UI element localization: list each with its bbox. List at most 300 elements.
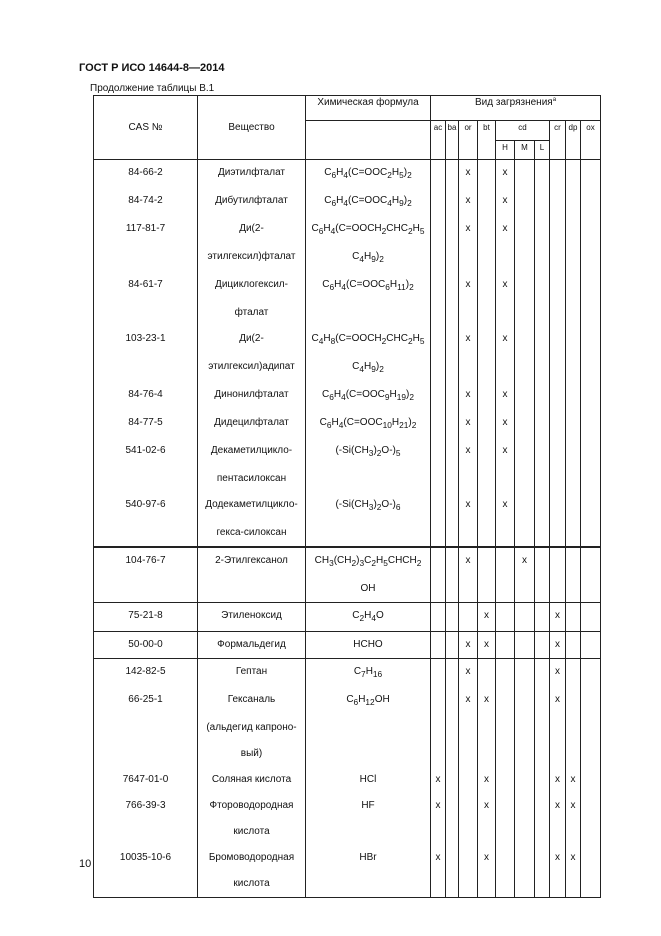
mark-cell-l (535, 160, 550, 189)
mark-cell-ac (431, 188, 446, 216)
mark-cell-dp (566, 216, 581, 244)
mark-cell-l (535, 741, 550, 767)
mark-cell-ba (446, 160, 459, 189)
mark-cell-or (459, 466, 478, 492)
mark-cell-l (535, 715, 550, 741)
mark-cell-h: x (496, 410, 515, 438)
mark-cell-or (459, 520, 478, 547)
substance-cell: Этиленоксид (198, 603, 306, 632)
mark-cell-bt (478, 819, 496, 845)
mark-cell-or (459, 603, 478, 632)
mark-cell-m (515, 819, 535, 845)
mark-cell-l (535, 845, 550, 871)
mark-cell-m (515, 466, 535, 492)
mark-cell-bt: x (478, 632, 496, 659)
mark-cell-l (535, 871, 550, 898)
mark-cell-h (496, 632, 515, 659)
mark-cell-m (515, 300, 535, 326)
header-contamination-label: Вид загрязнения (474, 97, 553, 108)
table-row (94, 382, 601, 410)
mark-cell-or (459, 715, 478, 741)
mark-cell-h (496, 466, 515, 492)
formula-cell: HF (306, 793, 431, 819)
mark-cell-or (459, 741, 478, 767)
formula-cell: $(-Si(CH_3)_2O-)_5$ (306, 438, 431, 466)
mark-cell-bt (478, 160, 496, 189)
formula-cell: $CH_3(CH_2)_3C_2H_5CHCH_2$ (306, 547, 431, 576)
table-row (94, 603, 601, 632)
formula-cell (306, 741, 431, 767)
cas-cell: 84-77-5 (94, 410, 198, 438)
header-col-ox: ox (581, 121, 601, 160)
substance-cell: 2-Этилгексанол (198, 547, 306, 576)
table-row (94, 492, 601, 520)
substance-cell: этилгексил)фталат (198, 244, 306, 272)
table-row (94, 188, 601, 216)
mark-cell-m (515, 410, 535, 438)
mark-cell-bt (478, 547, 496, 576)
substance-cell: кислота (198, 819, 306, 845)
mark-cell-h (496, 687, 515, 715)
table-row (94, 871, 601, 898)
mark-cell-dp (566, 632, 581, 659)
mark-cell-bt (478, 382, 496, 410)
mark-cell-h (496, 659, 515, 688)
formula-cell (306, 871, 431, 898)
mark-cell-cr (550, 300, 566, 326)
substance-cell: Ди(2- (198, 326, 306, 354)
mark-cell-h: x (496, 492, 515, 520)
mark-cell-ox (581, 466, 601, 492)
mark-cell-bt: x (478, 687, 496, 715)
mark-cell-bt (478, 272, 496, 300)
mark-cell-h (496, 793, 515, 819)
cas-cell (94, 466, 198, 492)
mark-cell-m (515, 492, 535, 520)
table-row (94, 160, 601, 189)
substance-cell: вый) (198, 741, 306, 767)
mark-cell-cr (550, 871, 566, 898)
mark-cell-cr: x (550, 603, 566, 632)
mark-cell-l (535, 659, 550, 688)
mark-cell-l (535, 188, 550, 216)
mark-cell-ox (581, 492, 601, 520)
mark-cell-or: x (459, 272, 478, 300)
mark-cell-dp (566, 603, 581, 632)
mark-cell-m (515, 188, 535, 216)
mark-cell-dp: x (566, 767, 581, 793)
mark-cell-l (535, 576, 550, 603)
header-col-cd: cd (496, 121, 550, 141)
mark-cell-ba (446, 576, 459, 603)
header-formula-blank (306, 121, 431, 160)
mark-cell-m (515, 845, 535, 871)
mark-cell-bt (478, 576, 496, 603)
mark-cell-ox (581, 659, 601, 688)
substance-cell: этилгексил)адипат (198, 354, 306, 382)
mark-cell-h (496, 819, 515, 845)
mark-cell-m (515, 576, 535, 603)
header-col-bt: bt (478, 121, 496, 160)
mark-cell-h (496, 520, 515, 547)
mark-cell-ba (446, 272, 459, 300)
mark-cell-cr (550, 160, 566, 189)
mark-cell-bt (478, 410, 496, 438)
mark-cell-l (535, 272, 550, 300)
mark-cell-ba (446, 410, 459, 438)
formula-cell: $C_6H_4(C=OOC_4H_9)_2$ (306, 188, 431, 216)
mark-cell-h (496, 244, 515, 272)
table-row (94, 244, 601, 272)
mark-cell-ac (431, 871, 446, 898)
mark-cell-dp: x (566, 845, 581, 871)
substance-cell: Бромоводородная (198, 845, 306, 871)
table-row (94, 216, 601, 244)
mark-cell-ac (431, 216, 446, 244)
mark-cell-cr: x (550, 845, 566, 871)
mark-cell-bt (478, 741, 496, 767)
table-row (94, 520, 601, 547)
cas-cell (94, 300, 198, 326)
mark-cell-ac (431, 603, 446, 632)
mark-cell-dp (566, 492, 581, 520)
mark-cell-ox (581, 160, 601, 189)
mark-cell-cr (550, 326, 566, 354)
mark-cell-bt (478, 659, 496, 688)
mark-cell-ox (581, 871, 601, 898)
formula-cell: $C_7H_{16}$ (306, 659, 431, 688)
table-row (94, 466, 601, 492)
mark-cell-or: x (459, 687, 478, 715)
table-row (94, 300, 601, 326)
mark-cell-ox (581, 793, 601, 819)
mark-cell-ac (431, 632, 446, 659)
mark-cell-ac: x (431, 845, 446, 871)
mark-cell-h (496, 767, 515, 793)
cas-cell: 103-23-1 (94, 326, 198, 354)
table-row (94, 715, 601, 741)
mark-cell-ox (581, 520, 601, 547)
mark-cell-or: x (459, 410, 478, 438)
substance-cell: Диэтилфталат (198, 160, 306, 189)
mark-cell-ba (446, 871, 459, 898)
mark-cell-dp (566, 659, 581, 688)
mark-cell-ac (431, 741, 446, 767)
cas-cell: 541-02-6 (94, 438, 198, 466)
mark-cell-ba (446, 466, 459, 492)
header-footnote-mark: a (552, 97, 557, 103)
mark-cell-cr: x (550, 687, 566, 715)
mark-cell-ac (431, 659, 446, 688)
mark-cell-or (459, 354, 478, 382)
mark-cell-m (515, 520, 535, 547)
page-number: 10 (79, 858, 92, 870)
mark-cell-cr (550, 741, 566, 767)
mark-cell-ac (431, 272, 446, 300)
mark-cell-ac (431, 492, 446, 520)
mark-cell-cr: x (550, 632, 566, 659)
substance-cell: фталат (198, 300, 306, 326)
mark-cell-l (535, 819, 550, 845)
mark-cell-l (535, 382, 550, 410)
mark-cell-bt (478, 466, 496, 492)
mark-cell-dp (566, 160, 581, 189)
mark-cell-h (496, 300, 515, 326)
mark-cell-m (515, 603, 535, 632)
table-row (94, 659, 601, 688)
mark-cell-ox (581, 741, 601, 767)
mark-cell-ac (431, 382, 446, 410)
cas-cell (94, 715, 198, 741)
mark-cell-or (459, 845, 478, 871)
mark-cell-ox (581, 244, 601, 272)
mark-cell-ox (581, 819, 601, 845)
mark-cell-m (515, 715, 535, 741)
mark-cell-bt (478, 300, 496, 326)
mark-cell-m (515, 632, 535, 659)
substance-cell: гекса-силоксан (198, 520, 306, 547)
mark-cell-cr (550, 715, 566, 741)
mark-cell-ac (431, 687, 446, 715)
mark-cell-dp (566, 244, 581, 272)
mark-cell-ba (446, 845, 459, 871)
substance-cell (198, 576, 306, 603)
contamination-table (93, 95, 601, 898)
mark-cell-ba (446, 216, 459, 244)
mark-cell-h: x (496, 216, 515, 244)
mark-cell-dp (566, 300, 581, 326)
document-header: ГОСТ Р ИСО 14644-8—2014 (79, 62, 225, 74)
mark-cell-ba (446, 632, 459, 659)
table-row (94, 576, 601, 603)
mark-cell-ox (581, 188, 601, 216)
header-cas: CAS № (94, 96, 198, 160)
mark-cell-ba (446, 520, 459, 547)
mark-cell-dp (566, 576, 581, 603)
mark-cell-ox (581, 272, 601, 300)
mark-cell-l (535, 520, 550, 547)
formula-cell: $C_6H_4(C=OOC_6H_{11})_2$ (306, 272, 431, 300)
mark-cell-l (535, 687, 550, 715)
formula-cell: OH (306, 576, 431, 603)
cas-cell: 66-25-1 (94, 687, 198, 715)
cas-cell: 766-39-3 (94, 793, 198, 819)
mark-cell-ac (431, 819, 446, 845)
mark-cell-ox (581, 438, 601, 466)
header-col-dp: dp (566, 121, 581, 160)
substance-cell: (альдегид капроно- (198, 715, 306, 741)
table-row (94, 326, 601, 354)
mark-cell-ox (581, 300, 601, 326)
cas-cell: 84-66-2 (94, 160, 198, 189)
mark-cell-dp (566, 547, 581, 576)
formula-cell: $C_2H_4O$ (306, 603, 431, 632)
mark-cell-ba (446, 687, 459, 715)
cas-cell: 84-61-7 (94, 272, 198, 300)
mark-cell-m (515, 354, 535, 382)
cas-cell (94, 244, 198, 272)
substance-cell: Фтороводородная (198, 793, 306, 819)
mark-cell-l (535, 547, 550, 576)
mark-cell-bt: x (478, 603, 496, 632)
formula-cell: $C_6H_4(C=OOC_9H_{19})_2$ (306, 382, 431, 410)
mark-cell-l (535, 354, 550, 382)
formula-cell: $C_6H_{12}OH$ (306, 687, 431, 715)
mark-cell-cr: x (550, 793, 566, 819)
mark-cell-bt (478, 354, 496, 382)
header-col-cr: cr (550, 121, 566, 160)
mark-cell-m (515, 160, 535, 189)
substance-cell: Ди(2- (198, 216, 306, 244)
substance-cell: Додекаметилцикло- (198, 492, 306, 520)
cas-cell: 84-74-2 (94, 188, 198, 216)
header-formula-label: Химическая формула (317, 97, 419, 108)
substance-cell: Дидецилфталат (198, 410, 306, 438)
mark-cell-h (496, 741, 515, 767)
mark-cell-bt (478, 492, 496, 520)
formula-cell: $C_4H_9)_2$ (306, 244, 431, 272)
formula-cell (306, 520, 431, 547)
mark-cell-ox (581, 410, 601, 438)
mark-cell-ba (446, 767, 459, 793)
mark-cell-h (496, 354, 515, 382)
mark-cell-h (496, 547, 515, 576)
mark-cell-bt: x (478, 767, 496, 793)
formula-cell: HBr (306, 845, 431, 871)
table-row (94, 741, 601, 767)
mark-cell-ac (431, 244, 446, 272)
mark-cell-l (535, 300, 550, 326)
mark-cell-ac (431, 520, 446, 547)
formula-cell: HCHO (306, 632, 431, 659)
mark-cell-l (535, 632, 550, 659)
mark-cell-or (459, 300, 478, 326)
mark-cell-or: x (459, 659, 478, 688)
mark-cell-ac (431, 300, 446, 326)
mark-cell-or (459, 871, 478, 898)
mark-cell-or (459, 819, 478, 845)
mark-cell-or: x (459, 188, 478, 216)
mark-cell-ba (446, 659, 459, 688)
mark-cell-cr (550, 382, 566, 410)
formula-cell: $C_4H_8(C=OOCH_2CHC_2H_5$ (306, 326, 431, 354)
mark-cell-bt (478, 188, 496, 216)
mark-cell-ba (446, 547, 459, 576)
mark-cell-m (515, 793, 535, 819)
mark-cell-ox (581, 845, 601, 871)
cas-cell: 10035-10-6 (94, 845, 198, 871)
mark-cell-ba (446, 300, 459, 326)
table-row (94, 793, 601, 819)
mark-cell-m (515, 687, 535, 715)
mark-cell-or (459, 793, 478, 819)
mark-cell-h (496, 845, 515, 871)
mark-cell-or: x (459, 492, 478, 520)
formula-cell: $C_4H_9)_2$ (306, 354, 431, 382)
substance-cell: кислота (198, 871, 306, 898)
mark-cell-bt (478, 438, 496, 466)
mark-cell-or (459, 576, 478, 603)
mark-cell-dp (566, 354, 581, 382)
mark-cell-ba (446, 715, 459, 741)
cas-cell (94, 520, 198, 547)
mark-cell-ox (581, 767, 601, 793)
mark-cell-ba (446, 188, 459, 216)
table-row (94, 845, 601, 871)
mark-cell-ac (431, 438, 446, 466)
mark-cell-ox (581, 326, 601, 354)
mark-cell-h: x (496, 188, 515, 216)
mark-cell-h (496, 715, 515, 741)
mark-cell-m: x (515, 547, 535, 576)
formula-cell: $C_6H_4(C=OOC_{10}H_{21})_2$ (306, 410, 431, 438)
mark-cell-ox (581, 216, 601, 244)
mark-cell-cr (550, 819, 566, 845)
header-cd-l: L (535, 141, 550, 160)
header-col-ba: ba (446, 121, 459, 160)
mark-cell-ba (446, 793, 459, 819)
cas-cell (94, 871, 198, 898)
table-row (94, 547, 601, 576)
header-formula (306, 96, 431, 121)
mark-cell-ac (431, 466, 446, 492)
mark-cell-dp: x (566, 793, 581, 819)
mark-cell-ba (446, 382, 459, 410)
formula-cell (306, 715, 431, 741)
cas-cell (94, 576, 198, 603)
formula-cell (306, 466, 431, 492)
substance-cell: Гептан (198, 659, 306, 688)
mark-cell-h (496, 576, 515, 603)
mark-cell-ba (446, 438, 459, 466)
mark-cell-m (515, 326, 535, 354)
mark-cell-m (515, 382, 535, 410)
table-row (94, 819, 601, 845)
header-cd-m: M (515, 141, 535, 160)
header-substance: Вещество (198, 96, 306, 160)
cas-cell (94, 741, 198, 767)
mark-cell-ac: x (431, 793, 446, 819)
mark-cell-cr (550, 492, 566, 520)
table-row (94, 410, 601, 438)
mark-cell-l (535, 603, 550, 632)
mark-cell-cr (550, 410, 566, 438)
mark-cell-bt (478, 216, 496, 244)
mark-cell-m (515, 767, 535, 793)
header-cd-h: H (496, 141, 515, 160)
mark-cell-ox (581, 603, 601, 632)
mark-cell-cr (550, 188, 566, 216)
mark-cell-ox (581, 715, 601, 741)
substance-cell: Динонилфталат (198, 382, 306, 410)
mark-cell-dp (566, 272, 581, 300)
mark-cell-or (459, 244, 478, 272)
substance-cell: Формальдегид (198, 632, 306, 659)
mark-cell-l (535, 438, 550, 466)
mark-cell-ba (446, 741, 459, 767)
mark-cell-dp (566, 819, 581, 845)
mark-cell-dp (566, 466, 581, 492)
cas-cell: 84-76-4 (94, 382, 198, 410)
mark-cell-ac (431, 576, 446, 603)
mark-cell-or: x (459, 547, 478, 576)
mark-cell-ac (431, 326, 446, 354)
mark-cell-cr (550, 547, 566, 576)
table-row (94, 687, 601, 715)
mark-cell-cr (550, 438, 566, 466)
mark-cell-or: x (459, 382, 478, 410)
formula-cell: $C_6H_4(C=OOCH_2CHC_2H_5$ (306, 216, 431, 244)
